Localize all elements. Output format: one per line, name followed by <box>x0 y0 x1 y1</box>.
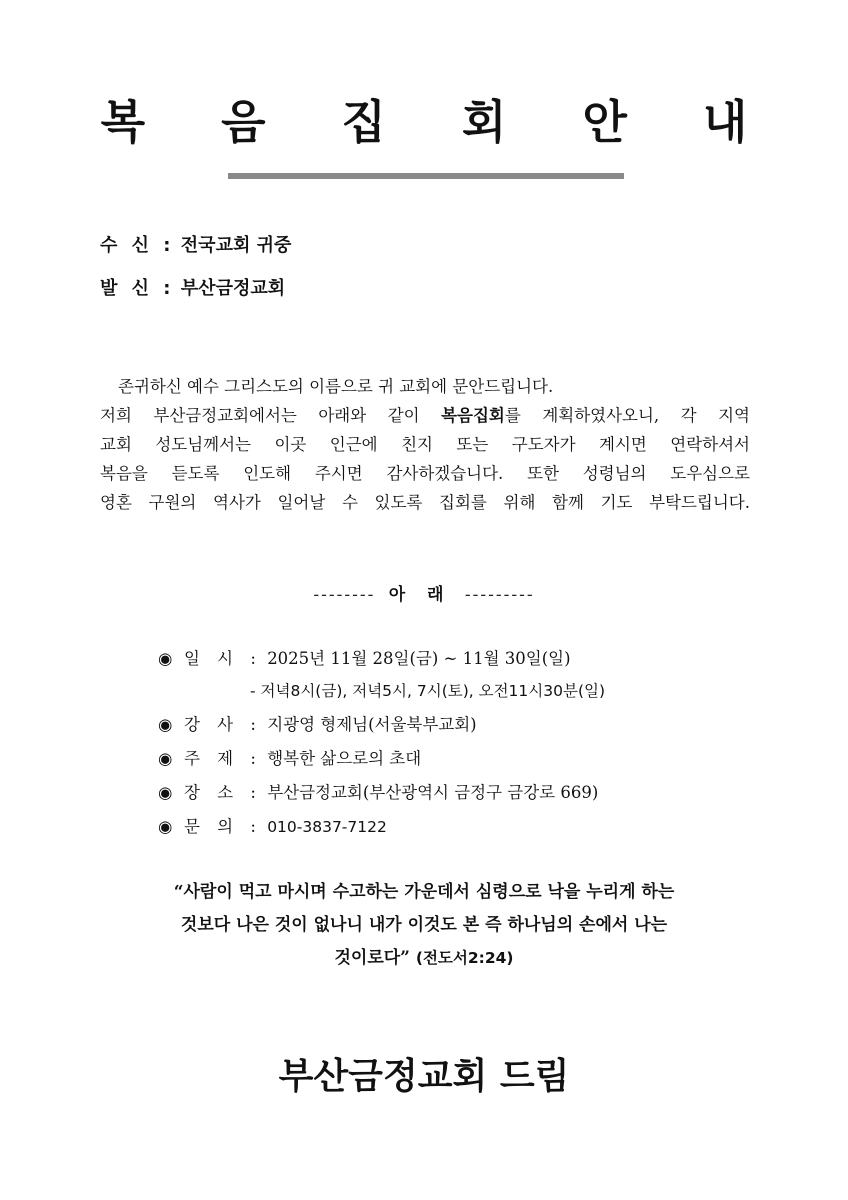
quote-line-2: 것보다 나은 것이 없나니 내가 이것도 본 즉 하나님의 손에서 나는 <box>180 915 668 935</box>
body-paragraph <box>100 372 750 517</box>
contact-label: 문 의 : <box>184 817 262 836</box>
detail-date <box>158 646 571 672</box>
detail-contact <box>158 814 387 840</box>
speaker-label: 강 사 : <box>184 715 262 734</box>
detail-speaker <box>158 712 477 738</box>
body-line-4: 복음을 듣도록 인도해 주시면 감사하겠습니다. 또한 성령님의 도우심으로 <box>100 464 750 483</box>
place-label: 장 소 : <box>184 783 262 802</box>
divider-right-dashes: --------- <box>464 585 535 605</box>
sender-label: 발 신 : <box>100 278 175 299</box>
quote-line-3 <box>0 942 848 975</box>
quote-line-3-text: 것이로다” <box>334 948 410 968</box>
body-line-2 <box>100 401 750 430</box>
quote-line-1: “사람이 먹고 마시며 수고하는 가운데서 심령으로 낙을 누리게 하는 <box>173 882 675 902</box>
bullet-icon: ◉ <box>158 649 173 668</box>
body-line-1: 존귀하신 예수 그리스도의 이름으로 귀 교회에 문안드립니다. <box>118 377 554 396</box>
place-value: 부산금정교회(부산광역시 금정구 금강로 669) <box>267 783 599 802</box>
recipient-label: 수 신 : <box>100 235 175 256</box>
theme-value: 행복한 삶으로의 초대 <box>267 749 422 768</box>
signature: 부산금정교회 드림 <box>278 1055 570 1097</box>
quote-reference: (전도서2:24) <box>415 949 514 967</box>
recipient-line <box>100 233 291 259</box>
detail-times: - 저녁8시(금), 저녁5시, 7시(토), 오전11시30분(일) <box>250 682 606 700</box>
recipient-value: 전국교회 귀중 <box>180 235 292 256</box>
speaker-value: 지광영 형제님(서울북부교회) <box>267 715 477 734</box>
sender-line <box>100 276 285 302</box>
sender-value: 부산금정교회 <box>180 278 286 299</box>
date-label: 일 시 : <box>184 649 262 668</box>
divider-heading: 아 래 <box>388 585 452 605</box>
body-line-2-start: 저희 부산금정교회에서는 아래와 같이 <box>100 406 442 425</box>
body-line-2-end: 를 계획하였사오니, 각 지역 <box>504 406 750 425</box>
detail-place <box>158 780 598 806</box>
bullet-icon: ◉ <box>158 783 173 802</box>
detail-theme <box>158 746 421 772</box>
title-underline <box>228 173 624 179</box>
bullet-icon: ◉ <box>158 749 173 768</box>
section-divider <box>0 582 848 608</box>
divider-left-dashes: -------- <box>313 585 376 605</box>
body-line-5: 영혼 구원의 역사가 일어날 수 있도록 집회를 위해 함께 기도 부탁드립니다. <box>100 493 750 512</box>
bullet-icon: ◉ <box>158 715 173 734</box>
bullet-icon: ◉ <box>158 817 173 836</box>
body-line-3: 교회 성도님께서는 이곳 인근에 친지 또는 구도자가 계시면 연락하셔서 <box>100 435 750 454</box>
document-title: 복 음 집 회 안 내 <box>100 95 778 149</box>
scripture-quote <box>0 876 848 975</box>
date-value: 2025년 11월 28일(금) ~ 11월 30일(일) <box>267 649 571 668</box>
body-emphasis: 복음집회 <box>441 406 505 425</box>
theme-label: 주 제 : <box>184 749 262 768</box>
contact-phone: 010-3837-7122 <box>267 818 387 836</box>
